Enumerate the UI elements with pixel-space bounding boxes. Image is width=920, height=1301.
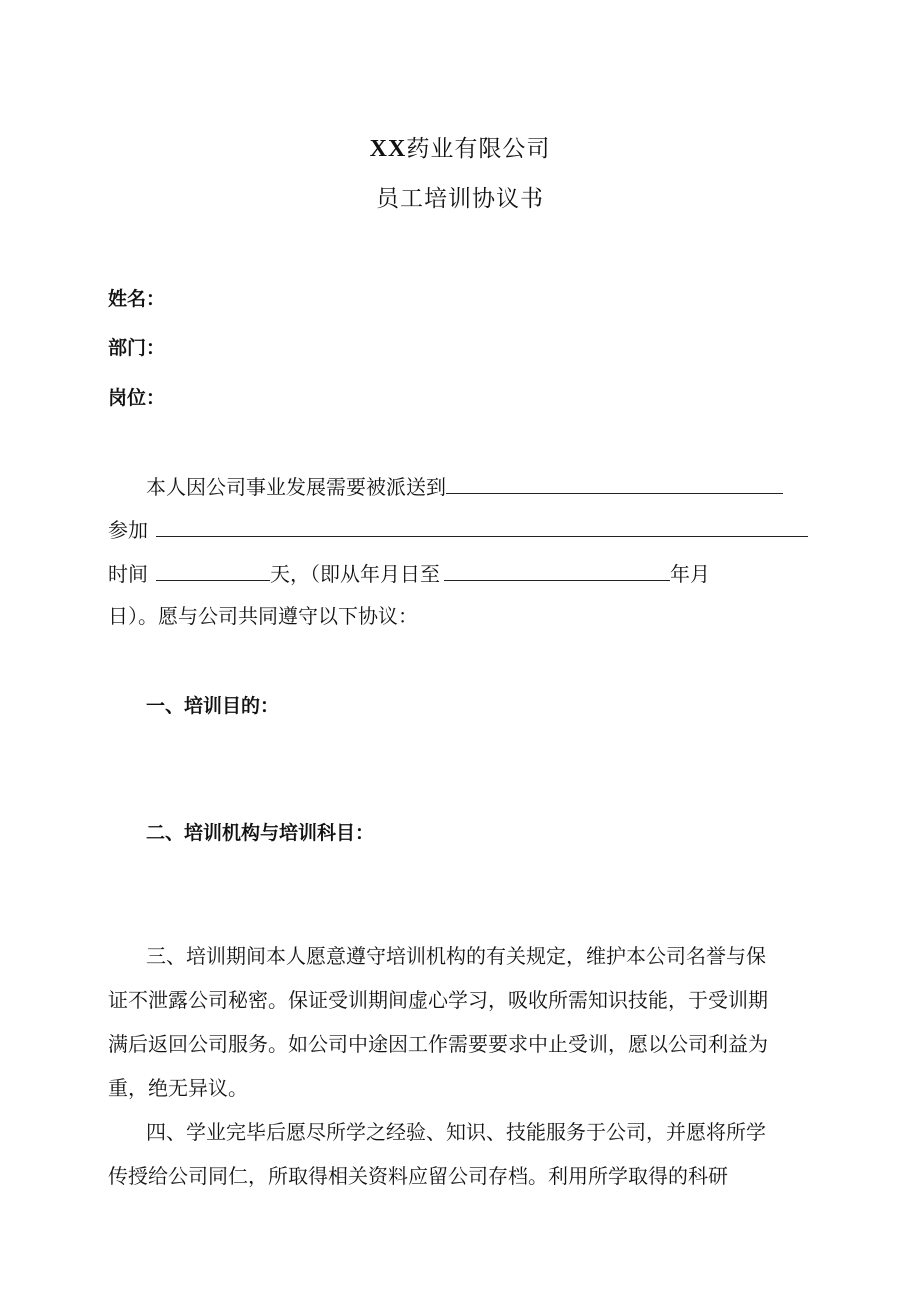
intro-line-3 [108,562,710,584]
training-blank [156,518,808,537]
section-3-line: 重，绝无异议。 [108,1076,248,1100]
intro-line-3-b: 天，（即从年月日至 [270,562,440,586]
position-field-label: 岗位： [108,387,166,409]
company-title [0,130,920,163]
name-field-label: 姓名： [108,288,166,310]
intro-line-1-text: 本人因公司事业发展需要被派送到 [146,475,446,499]
section-1-heading: 一、培训目的： [146,695,280,717]
intro-line-3-a: 时间 [108,562,148,586]
duration-blank [156,562,270,581]
section-3-line: 满后返回公司服务。如公司中途因工作需要要求中止受训，愿以公司利益为 [108,1032,768,1056]
section-3-line: 三、培训期间本人愿意遵守培训机构的有关规定，维护本公司名誉与保 [146,944,766,968]
intro-line-2-text: 参加 [108,518,148,542]
intro-line-1 [146,475,783,497]
document-title: 员工培训协议书 [376,186,544,212]
intro-line-4: 日）。愿与公司共同遵守以下协议： [108,604,418,628]
section-4-paragraph [108,1110,813,1198]
section-4-line: 传授给公司同仁，所取得相关资料应留公司存档。利用所学取得的科研 [108,1164,728,1188]
section-4-line: 四、学业完毕后愿尽所学之经验、知识、技能服务于公司，并愿将所学 [146,1120,766,1144]
intro-line-3-c: 年月 [670,562,710,586]
destination-blank [446,475,783,494]
company-prefix: XX [369,136,407,162]
section-2-heading: 二、培训机构与培训科目： [146,822,375,844]
section-3-line: 证不泄露公司秘密。保证受训期间虚心学习，吸收所需知识技能，于受训期 [108,988,768,1012]
department-field-label: 部门： [108,337,166,359]
company-name: 药业有限公司 [406,136,551,162]
date-range-blank [444,562,670,581]
intro-line-2 [108,518,808,540]
section-3-paragraph [108,934,813,1110]
